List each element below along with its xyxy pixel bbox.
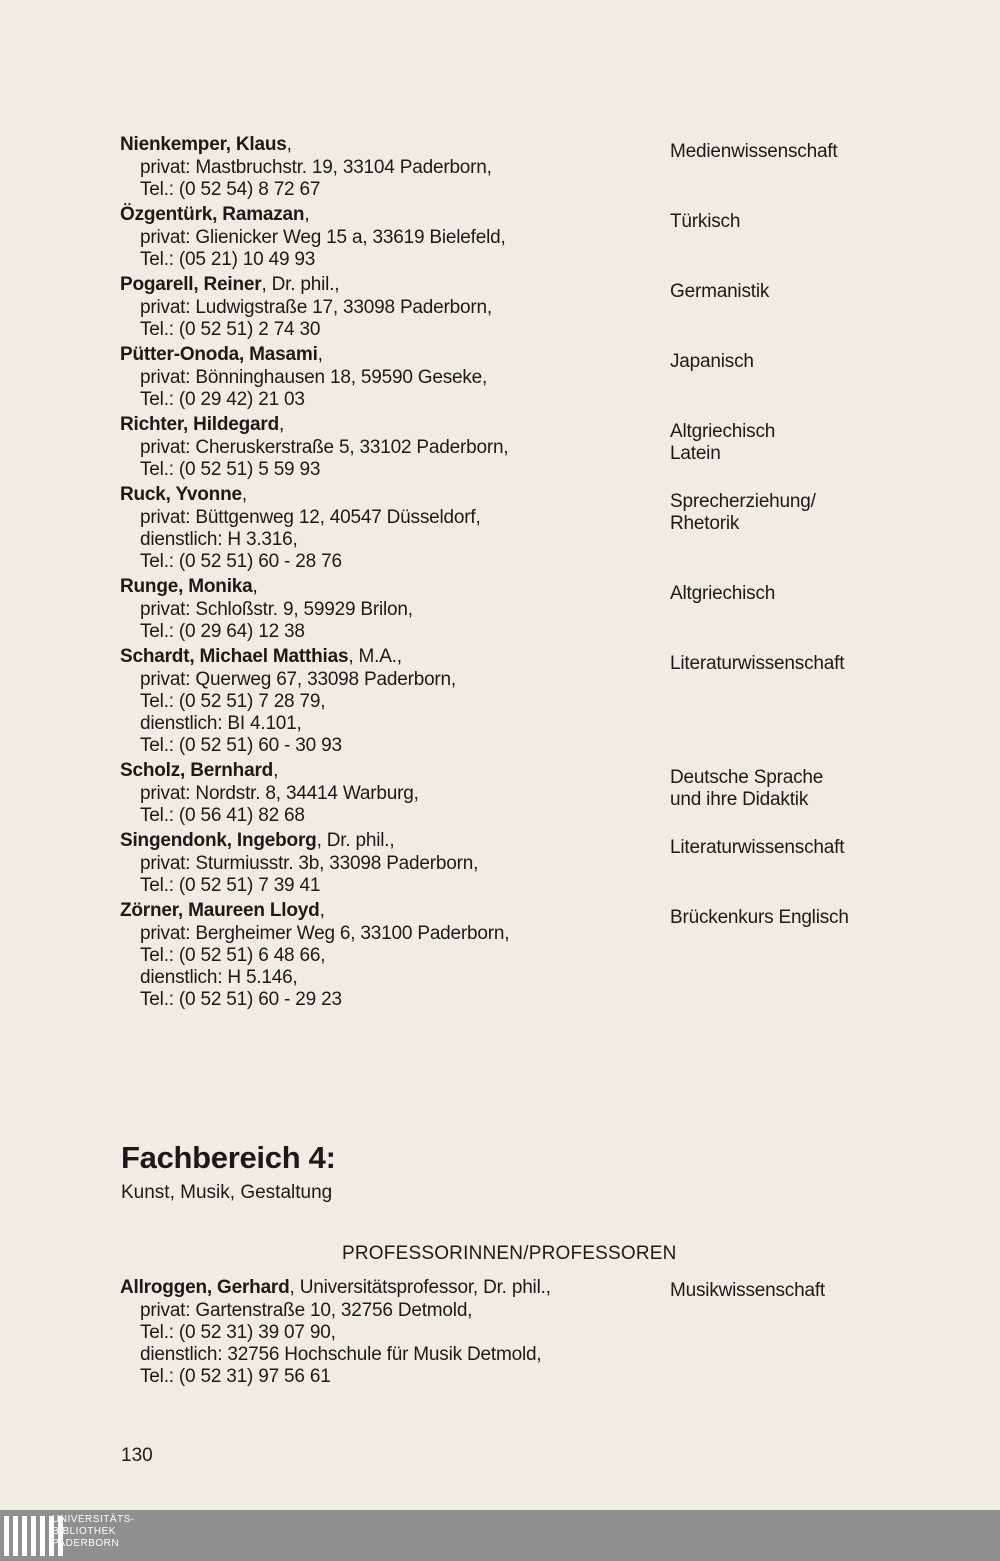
person-name-line (120, 575, 660, 599)
staff-entry (120, 133, 880, 201)
professor-list (120, 1276, 880, 1390)
person-title: , (286, 134, 292, 155)
library-logo-text (52, 1514, 135, 1550)
person-name: Pogarell, Reiner (120, 274, 262, 295)
contact-line: Tel.: (0 52 31) 39 07 90, (140, 1322, 336, 1343)
person-name: Nienkemper, Klaus (120, 134, 287, 155)
contact-line: dienstlich: 32756 Hochschule für Musik Detmold, (140, 1344, 542, 1365)
contact-line: privat: Cheruskerstraße 5, 33102 Paderborn, (140, 437, 509, 458)
contact-line: privat: Gartenstraße 10, 32756 Detmold, (140, 1300, 473, 1321)
contact-details (120, 899, 660, 1011)
person-name-line (120, 483, 660, 507)
contact-details (120, 413, 660, 481)
subject-line: Musikwissenschaft (670, 1280, 825, 1301)
subject-line: Altgriechisch (670, 583, 776, 604)
person-name: Pütter-Onoda, Masami (120, 344, 318, 365)
staff-entry (120, 483, 880, 573)
subject-area (670, 203, 880, 271)
staff-entry (120, 1276, 880, 1388)
subject-line: Sprecherziehung/ (670, 491, 816, 512)
person-title: , (273, 760, 279, 781)
subject-line: Medienwissenschaft (670, 141, 838, 162)
person-name-line (120, 899, 660, 923)
subject-line: Literaturwissenschaft (670, 837, 845, 858)
page-number: 130 (121, 1445, 153, 1466)
contact-details (120, 829, 660, 897)
contact-line: Tel.: (0 52 51) 7 39 41 (140, 875, 321, 896)
contact-line: privat: Schloßstr. 9, 59929 Brilon, (140, 599, 413, 620)
person-title: , (241, 484, 247, 505)
staff-entry (120, 273, 880, 341)
subject-line: und ihre Didaktik (670, 789, 809, 810)
person-name: Ruck, Yvonne (120, 484, 242, 505)
logo-line: UNIVERSITÄTS- (52, 1514, 135, 1525)
contact-details (120, 273, 660, 341)
person-name-line (120, 133, 660, 157)
contact-line: Tel.: (0 52 51) 60 - 28 76 (140, 551, 342, 572)
person-title: , Dr. phil., (261, 274, 340, 295)
subject-area (670, 645, 880, 757)
person-title: , (279, 414, 285, 435)
contact-line: Tel.: (0 52 51) 7 28 79, (140, 691, 326, 712)
person-name-line (120, 759, 660, 783)
subject-line: Türkisch (670, 211, 741, 232)
contact-line: privat: Querweg 67, 33098 Paderborn, (140, 669, 457, 690)
person-title: , Dr. phil., (316, 830, 395, 851)
contact-line: privat: Ludwigstraße 17, 33098 Paderborn, (140, 297, 492, 318)
person-name-line (120, 343, 660, 367)
person-title: , Universitätsprofessor, Dr. phil., (289, 1277, 551, 1298)
contact-line: Tel.: (05 21) 10 49 93 (140, 249, 316, 270)
person-title: , (317, 344, 323, 365)
person-title: , (304, 204, 310, 225)
person-name: Zörner, Maureen Lloyd (120, 900, 320, 921)
contact-details (120, 575, 660, 643)
person-title: , M.A., (348, 646, 402, 667)
contact-details (120, 645, 660, 757)
contact-details (120, 483, 660, 573)
contact-line: Tel.: (0 56 41) 82 68 (140, 805, 305, 826)
subject-line: Deutsche Sprache (670, 767, 824, 788)
person-title: , (319, 900, 325, 921)
library-footer (0, 1510, 1000, 1561)
person-name-line (120, 1276, 660, 1300)
staff-entry (120, 899, 880, 1011)
contact-line: privat: Bergheimer Weg 6, 33100 Paderborn, (140, 923, 510, 944)
staff-entry (120, 645, 880, 757)
contact-line: dienstlich: H 3.316, (140, 529, 298, 550)
contact-line: Tel.: (0 52 51) 60 - 30 93 (140, 735, 342, 756)
subject-area (670, 1276, 880, 1388)
person-name-line (120, 203, 660, 227)
person-name-line (120, 273, 660, 297)
contact-line: privat: Sturmiusstr. 3b, 33098 Paderborn, (140, 853, 479, 874)
person-name: Richter, Hildegard (120, 414, 279, 435)
logo-line: BIBLIOTHEK (52, 1526, 116, 1537)
person-name-line (120, 645, 660, 669)
person-name: Scholz, Bernhard (120, 760, 274, 781)
contact-line: Tel.: (0 29 42) 21 03 (140, 389, 305, 410)
person-title: , (252, 576, 258, 597)
staff-entry (120, 759, 880, 827)
subject-line: Brückenkurs Englisch (670, 907, 849, 928)
section-heading: PROFESSORINNEN/PROFESSOREN (342, 1243, 677, 1264)
subject-area (670, 133, 880, 201)
staff-entry (120, 203, 880, 271)
contact-line: Tel.: (0 52 31) 97 56 61 (140, 1366, 331, 1387)
person-name: Runge, Monika (120, 576, 253, 597)
section-title: Fachbereich 4: (121, 1140, 336, 1175)
contact-line: Tel.: (0 52 51) 5 59 93 (140, 459, 321, 480)
person-name-line (120, 413, 660, 437)
contact-line: privat: Büttgenweg 12, 40547 Düsseldorf, (140, 507, 481, 528)
contact-line: dienstlich: H 5.146, (140, 967, 298, 988)
contact-line: privat: Nordstr. 8, 34414 Warburg, (140, 783, 419, 804)
section-subtitle: Kunst, Musik, Gestaltung (121, 1182, 333, 1203)
staff-list (120, 133, 880, 1013)
person-name-line (120, 829, 660, 853)
contact-line: Tel.: (0 52 54) 8 72 67 (140, 179, 321, 200)
staff-entry (120, 575, 880, 643)
subject-line: Rhetorik (670, 513, 740, 534)
person-name: Schardt, Michael Matthias (120, 646, 349, 667)
subject-area (670, 273, 880, 341)
contact-line: Tel.: (0 52 51) 6 48 66, (140, 945, 326, 966)
subject-area (670, 759, 880, 827)
subject-line: Altgriechisch (670, 421, 776, 442)
contact-details (120, 203, 660, 271)
subject-line: Germanistik (670, 281, 770, 302)
contact-details (120, 759, 660, 827)
subject-area (670, 413, 880, 481)
subject-area (670, 575, 880, 643)
subject-area (670, 829, 880, 897)
contact-line: Tel.: (0 52 51) 2 74 30 (140, 319, 321, 340)
contact-line: dienstlich: BI 4.101, (140, 713, 302, 734)
subject-area (670, 483, 880, 573)
contact-line: privat: Glienicker Weg 15 a, 33619 Bielefeld, (140, 227, 506, 248)
logo-line: PADERBORN (52, 1538, 120, 1549)
contact-line: privat: Bönninghausen 18, 59590 Geseke, (140, 367, 488, 388)
subject-line: Literaturwissenschaft (670, 653, 845, 674)
contact-line: Tel.: (0 52 51) 60 - 29 23 (140, 989, 342, 1010)
subject-line: Japanisch (670, 351, 754, 372)
contact-line: Tel.: (0 29 64) 12 38 (140, 621, 305, 642)
subject-area (670, 343, 880, 411)
staff-entry (120, 343, 880, 411)
staff-entry (120, 413, 880, 481)
staff-entry (120, 829, 880, 897)
contact-line: privat: Mastbruchstr. 19, 33104 Paderborn, (140, 157, 492, 178)
person-name: Singendonk, Ingeborg (120, 830, 317, 851)
contact-details (120, 1276, 660, 1388)
person-name: Özgentürk, Ramazan (120, 204, 305, 225)
contact-details (120, 343, 660, 411)
contact-details (120, 133, 660, 201)
subject-line: Latein (670, 443, 721, 464)
person-name: Allroggen, Gerhard (120, 1277, 290, 1298)
subject-area (670, 899, 880, 1011)
